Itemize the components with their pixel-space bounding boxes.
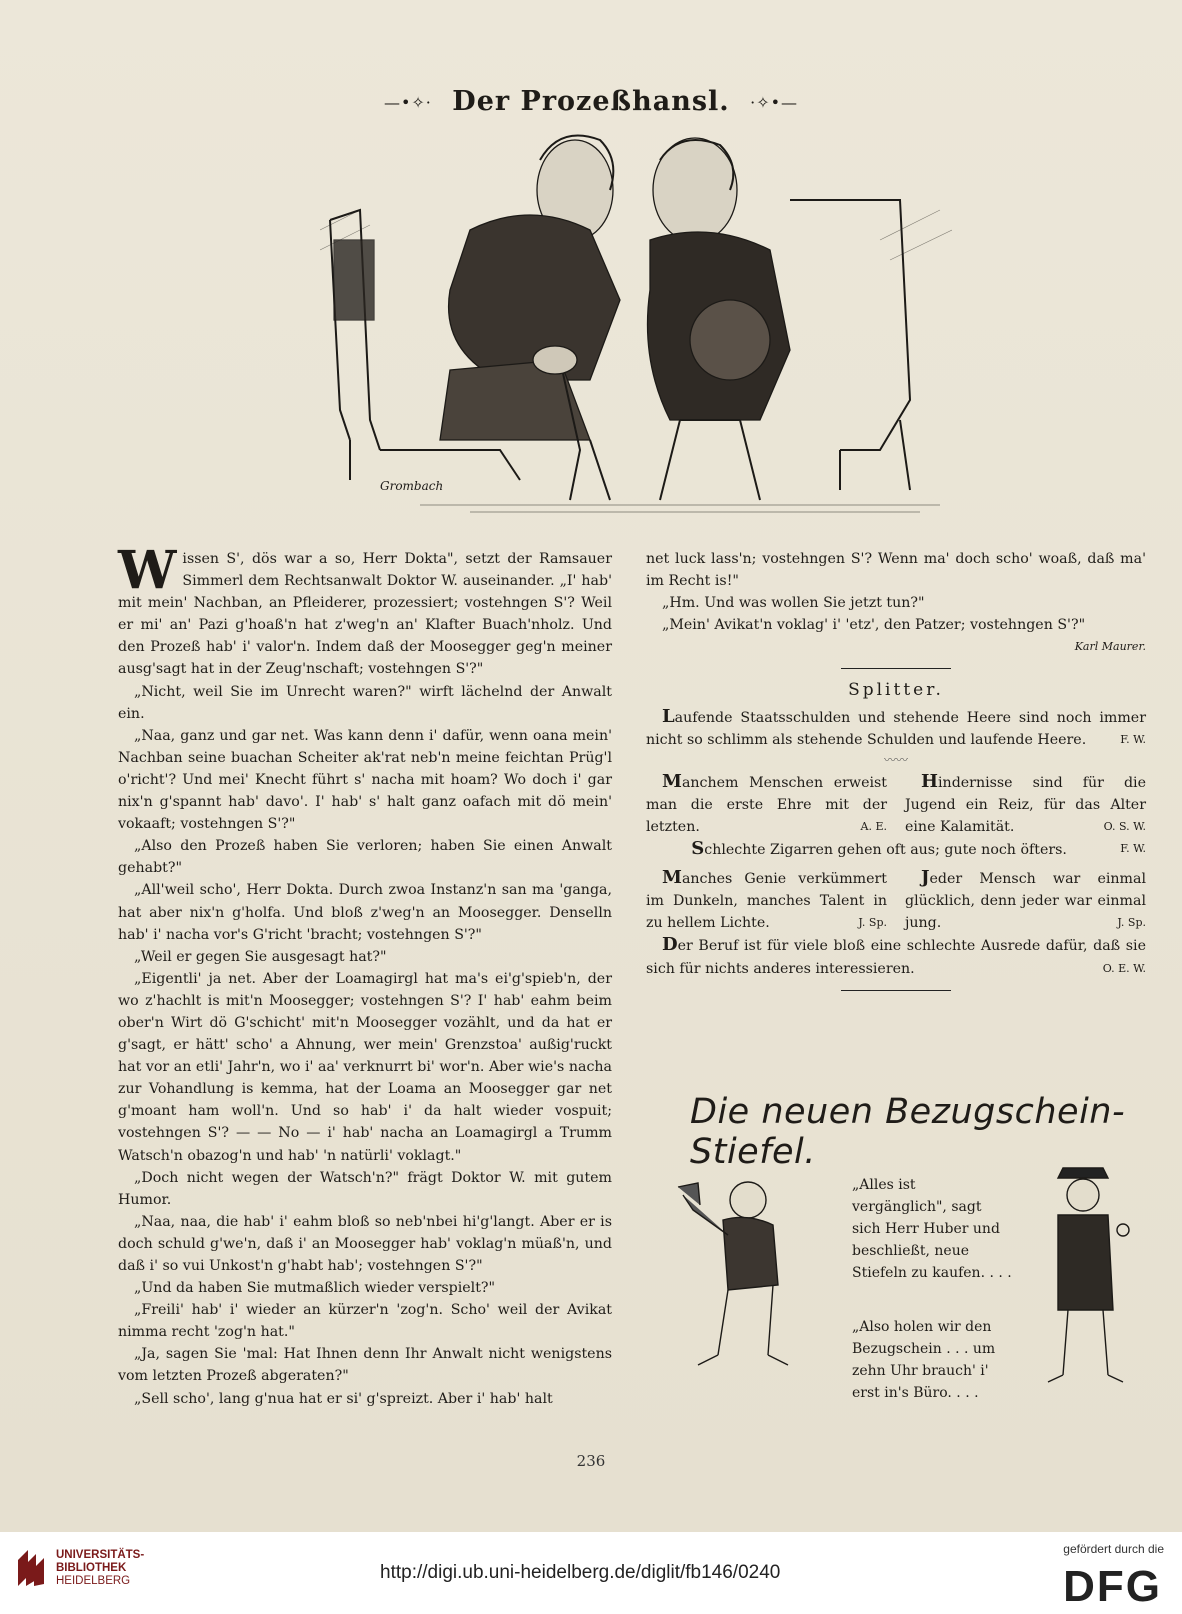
library-name-line: UNIVERSITÄTS- [56,1548,145,1561]
cartoon-figure-left [668,1165,818,1385]
aphorism-text: er Beruf ist für viele bloß eine schlechte Ausrede dafür, daß sie sich für nichts anderes interessieren. [646,938,1146,977]
library-emblem-icon [14,1546,48,1590]
article-title-text: Der Prozeßhansl. [452,86,730,117]
paragraph: „Doch nicht wegen der Watsch'n?" frägt Doktor W. mit gutem Humor. [118,1169,612,1208]
paragraph: „Nicht, weil Sie im Unrecht waren?" wirft lächelnd der Anwalt ein. [118,683,612,722]
divider [841,990,951,991]
paragraph: „Und da haben Sie mutmaßlich wieder verspielt?" [134,1280,496,1297]
initial: M [662,770,682,792]
initial: J [921,867,930,889]
splitter-heading: Splitter. [848,680,944,701]
article-left-column [118,540,612,1410]
library-name [56,1549,144,1588]
title-ornament-left: —•✧· [383,93,432,112]
initial: S [691,838,705,860]
library-name-line: HEIDELBERG [56,1574,131,1587]
aphorism-author: A. E. [860,819,887,833]
aphorism-text: chlechte Zigarren gehen oft aus; gute noch öfters. [704,842,1067,859]
author-signature: Karl Maurer. [1074,640,1146,654]
paragraph: „Weil er gegen Sie ausgesagt hat?" [134,948,387,965]
paragraph: „Mein' Avikat'n voklag' i' 'etz', den Patzer; vostehngen S'?" [662,617,1086,634]
page-number: 236 [576,1452,606,1470]
article-right-column [646,548,1146,1001]
aphorism-text: anches Genie verkümmert im Dunkeln, manches Talent in zu hellem Lichte. [646,871,887,932]
initial: D [662,934,678,956]
aphorism-author: O. S. W. [1103,819,1146,833]
aphorism-author: O. E. W. [1102,961,1146,975]
artist-signature: Grombach [380,479,444,493]
aphorism-author: F. W. [1120,732,1146,746]
aphorism-pair [646,771,1146,838]
paragraph: „Sell scho', lang g'nua hat er si' g'spreizt. Aber i' hab' halt [134,1390,553,1407]
footer-bar [0,1532,1182,1614]
article-illustration [320,120,952,520]
funding-note: gefördert durch die [1063,1542,1164,1556]
initial: M [662,867,682,889]
initial: L [662,705,675,727]
aphorism-text: indernisse sind für die Jugend ein Reiz, für das Alter eine Kalamität. [905,774,1146,835]
library-name-line: BIBLIOTHEK [56,1561,127,1574]
boots-caption-2: „Also holen wir den Bezugschein . . . um zehn Uhr brauch' i' erst in's Büro. . . . [852,1319,996,1401]
paragraph-text: issen S', dös war a so, Herr Dokta", setzt der Ramsauer Simmerl dem Rechtsanwalt Doktor W. auseinander. „I' hab' mit mein' Nachban, an Pfleiderer, prozessiert; vostehngen S'? Weil er mi' an' Pazi g'hoaß'n hat z'weg'n an' Klafter Buach'nholz. Und den Prozeß hab' i' valor'n. Indem daß der Moosegger geg'n meiner ausg'sagt hat in der Zeug'nschaft; vostehngen S'?" [118,551,612,678]
paragraph: „Eigentli' ja net. Aber der Loamagirgl hat ma's ei'g'spieb'n, der wo z'hachlt is mit'n Moosegger; vostehngen S'? I' hab' eahm beim ober'n Wirt dö G'schicht' mit'n Moosegger vozählt, und da hat er g'sagt, er hätt' scho' a Ahnung, wer mein' Grenzstoa' außig'ruckt hat vor an etli' Jahr'n, wo i' aa' verknurrt bi' wor'n. Aber wie's nacha zur Vohandlung is kemma, hat der Loama an Moosegger gar net g'moant ham woll'n. Und so hab' i' da halt wieder vospuit; vostehngen S'? — — No — i' hab' nacha an Loamagirgl a Trumm Watsch'n obazog'n und hab' 'n natürli' voklagt." [118,970,612,1164]
paragraph: „Naa, ganz und gar net. Was kann denn i' dafür, wenn oana mein' Nachban seine buachan Scheiter ak'rat neb'n meine feichtan Prüg'l o'richt'? Und mei' Knecht führt s' nacha mit hoam? Wo doch i' gar nix'n g'spannt hab' davo'. I' hab' s' halt ganz oafach mit dö mein' vokaaft; vostehngen S'?" [118,727,612,833]
permalink-url[interactable]: http://digi.ub.uni-heidelberg.de/diglit/fb146/0240 [380,1562,781,1583]
divider [841,668,951,669]
title-ornament-right: ·✧•— [750,93,799,112]
paragraph: „Ja, sagen Sie 'mal: Hat Ihnen denn Ihr Anwalt nicht wenigstens vom letzten Prozeß abgeraten?" [118,1346,612,1385]
aphorism-text: aufende Staatsschulden und stehende Heere sind noch immer nicht so schlimm als stehende Schulden und laufende Heere. [646,709,1146,748]
paragraph: net luck lass'n; vostehngen S'? Wenn ma' doch scho' woaß, daß ma' im Recht is!" [646,551,1146,590]
dfg-logo[interactable]: DFG [1063,1562,1162,1611]
aphorism-author: F. W. [1120,842,1146,856]
aphorism-text: eder Mensch war einmal glücklich, denn jeder war einmal jung. [905,871,1146,932]
initial: H [921,770,939,792]
aphorism [646,867,887,934]
aphorism-pair [646,867,1146,934]
aphorism-author: J. Sp. [1117,916,1146,930]
boots-caption-1: „Alles ist vergänglich", sagt sich Herr Huber und beschließt, neue Stiefeln zu kaufen. . . . [852,1177,1012,1281]
aphorism-author: J. Sp. [858,916,887,930]
library-logo[interactable] [14,1546,144,1590]
aphorism [905,771,1146,838]
drop-cap: W [118,540,177,601]
aphorism [646,771,887,838]
aphorism [646,706,1146,751]
tilde-divider: 〰〰 [883,752,908,767]
aphorism [646,934,1146,979]
cartoon-figure-right [1018,1160,1148,1390]
aphorism-text: anchem Menschen erweist man die erste Ehre mit der letzten. [646,774,887,835]
paragraph: „All'weil scho', Herr Dokta. Durch zwoa Instanz'n san ma 'ganga, hat aber nix'n g'holfa. Und bloß z'weg'n an Moosegger. Denselln hab' i' nacha vor's G'richt 'bracht; vostehngen S'?" [118,882,612,943]
paragraph [118,540,612,681]
paragraph: „Freili' hab' i' wieder an kürzer'n 'zog'n. Scho' weil der Avikat nimma recht 'zog'n hat." [118,1302,612,1341]
boots-title: Die neuen Bezugschein-Stiefel. [690,1092,1126,1172]
aphorism [646,838,1146,861]
paragraph: „Naa, naa, die hab' i' eahm bloß so neb'nbei hi'g'langt. Aber er is doch schuld g'we'n, daß i' an Moosegger hab' voklag'n müaß'n, und daß i' so vui Unkost'n g'habt hab'; vostehngen S'?" [118,1213,612,1274]
aphorism [905,867,1146,934]
paragraph: „Hm. Und was wollen Sie jetzt tun?" [662,595,925,612]
article-title [0,86,1182,117]
paragraph: „Also den Prozeß haben Sie verloren; haben Sie einen Anwalt gehabt?" [118,838,612,877]
